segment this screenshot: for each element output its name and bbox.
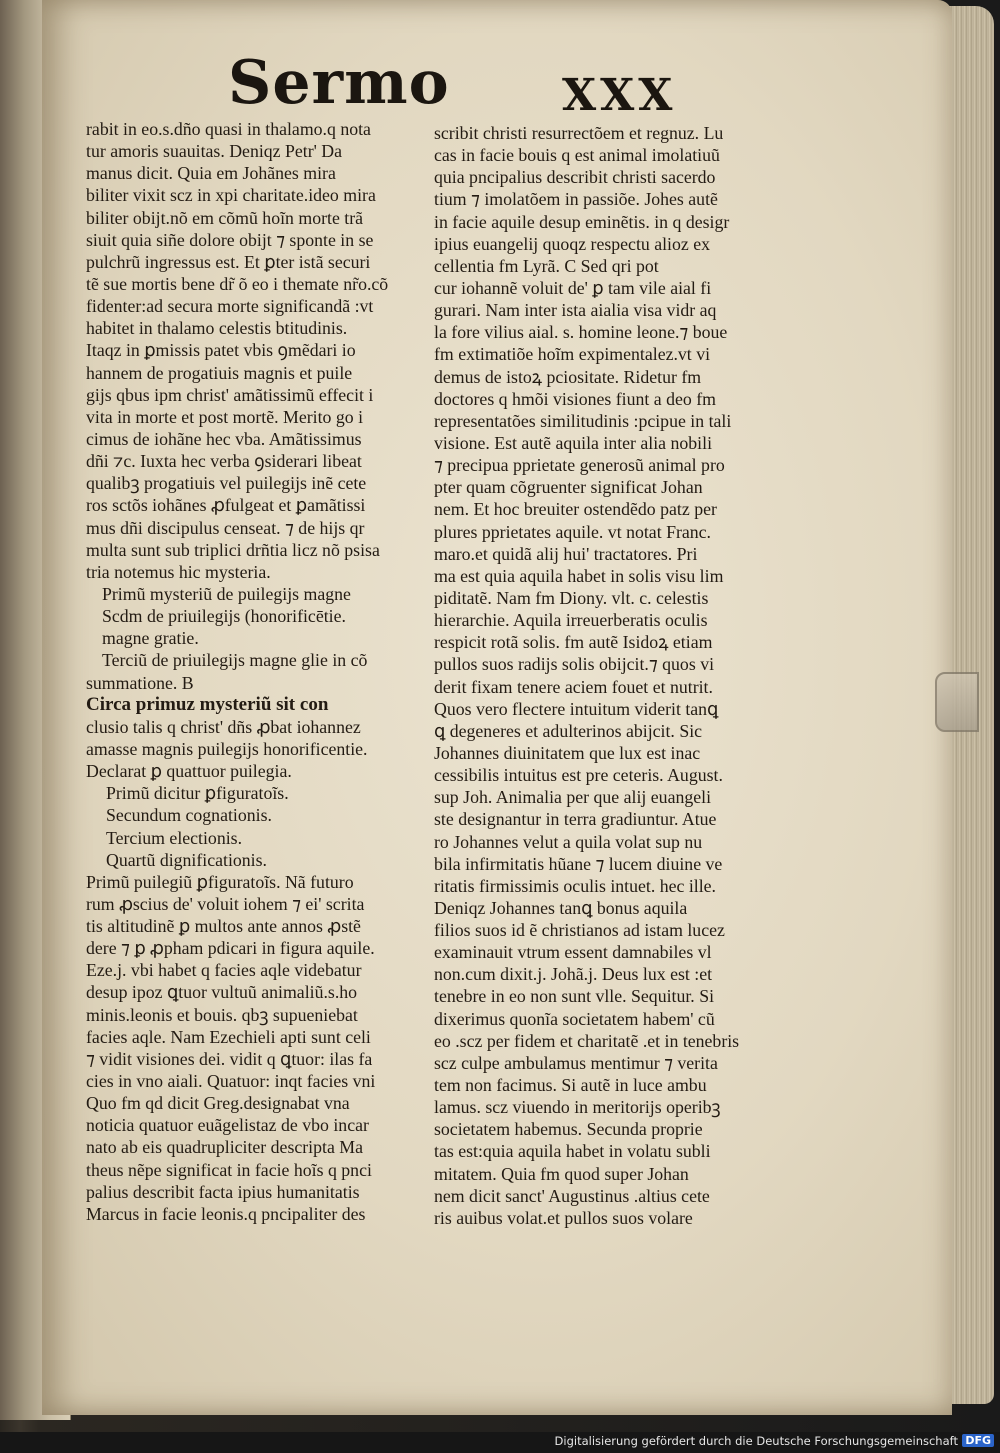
text-line: ipius euangelij quoqz respectu alioz ex bbox=[434, 233, 711, 254]
text-line: ro Johannes velut a quila volat sup nu bbox=[434, 831, 703, 852]
text-line: ꝗ degeneres et adulterinos abijcit. Sic bbox=[434, 720, 703, 741]
text-line: biliter vixit scz in xpi charitate.ideo mira bbox=[86, 185, 376, 206]
text-line: tur amoris suauitas. Deniqz Petr' Da bbox=[86, 141, 343, 162]
clasp-shadow bbox=[935, 672, 979, 732]
text-line: ste designantur in terra gradiuntur. Atue bbox=[434, 809, 717, 830]
text-line: Eze.j. vbi habet q facies aqle videbatur bbox=[86, 960, 362, 981]
text-line: habitet in thalamo celestis btitudinis. bbox=[86, 318, 348, 339]
text-line: theus nẽpe significat in facie hoĩs q pnci bbox=[86, 1159, 372, 1180]
text-line: Marcus in facie leonis.q pncipaliter des bbox=[86, 1203, 366, 1224]
text-line: ⁊ precipua pprietate generosũ animal pro bbox=[434, 455, 725, 476]
text-line: representatões similitudinis :pcipue in tali bbox=[434, 410, 732, 431]
text-line: fidenter:ad secura morte significandã :vt bbox=[86, 296, 374, 317]
text-line: Scdm de priuilegijs (honorificētie. bbox=[102, 606, 346, 627]
text-line: sup Joh. Animalia per que alij euangeli bbox=[434, 787, 712, 808]
text-line: cellentia fm Lyrã. C Sed qri pot bbox=[434, 255, 659, 276]
text-line: qualibꝫ progatiuis vel puilegijs inẽ cete bbox=[86, 473, 367, 494]
text-line: scz culpe ambulamus mentimur ⁊ verita bbox=[434, 1052, 718, 1073]
text-line: cessibilis intuitus est pre ceteris. August. bbox=[434, 765, 723, 786]
text-line: tem non facimus. Si autẽ in luce ambu bbox=[434, 1075, 707, 1096]
text-line: piditatẽ. Nam fm Diony. vlt. c. celestis bbox=[434, 587, 709, 608]
text-line: plures pprietates aquile. vt notat Franc. bbox=[434, 521, 712, 542]
footer-bar bbox=[0, 1432, 1000, 1453]
text-line: in facie aquile desup eminẽtis. in q desigr bbox=[434, 211, 730, 232]
text-line: non.cum dixit.j. Johã.j. Deus lux est :et bbox=[434, 964, 713, 985]
text-line: Primũ mysteriũ de puilegijs magne bbox=[102, 583, 351, 604]
text-line: dñi ⁊c. Iuxta hec verba ꝯsiderari libeat bbox=[86, 451, 362, 472]
text-line: derit fixam tenere aciem fouet et nutrit. bbox=[434, 676, 713, 697]
text-line: pullos suos radijs solis obijcit.⁊ quos vi bbox=[434, 654, 715, 675]
text-line: Deniqz Johannes tanꝗ bonus aquila bbox=[434, 897, 688, 918]
text-line: vita in morte et post mortẽ. Merito go i bbox=[86, 406, 364, 427]
text-line: Terciũ de priuilegijs magne glie in cõ bbox=[102, 650, 368, 671]
text-line: rabit in eo.s.dño quasi in thalamo.q nota bbox=[86, 119, 371, 139]
text-line: quia pncipalius describit christi sacerdo bbox=[434, 167, 716, 188]
text-line: hannem de progatiuis magnis et puile bbox=[86, 362, 353, 383]
dfg-logo: DFG bbox=[962, 1434, 994, 1447]
text-line: mitatem. Quia fm quod super Johan bbox=[434, 1163, 689, 1184]
text-line: Tercium electionis. bbox=[106, 827, 243, 848]
text-line: dere ⁊ ꝑ ꝓpham pdicari in figura aquile. bbox=[86, 938, 375, 959]
text-line: facies aqle. Nam Ezechieli apti sunt celi bbox=[86, 1026, 371, 1047]
text-line: tium ⁊ imolatõem in passiõe. Johes autẽ bbox=[434, 189, 718, 210]
text-line: tis altitudinẽ ꝑ multos ante annos ꝓstẽ bbox=[86, 916, 361, 937]
text-line: pulchrũ ingressus est. Et ꝑter istã securi bbox=[86, 251, 371, 272]
text-line: ris auibus volat.et pullos suos volare bbox=[434, 1207, 693, 1228]
text-line: visione. Est autẽ aquila inter alia nobili bbox=[434, 432, 713, 453]
text-line: ros sctõs iohãnes ꝓfulgeat et ꝑamãtissi bbox=[86, 495, 366, 516]
text-line: Primũ puilegiũ ꝑfiguratoĩs. Nã futuro bbox=[86, 871, 354, 892]
text-line: Circa primuz mysteriũ sit con bbox=[86, 693, 329, 715]
text-line: bila infirmitatis hũane ⁊ lucem diuine ve bbox=[434, 853, 723, 874]
folio-number: XXX bbox=[562, 70, 677, 121]
text-line: fm extimatiõe hoĩm expimentalez.vt vi bbox=[434, 344, 711, 365]
text-line: Declarat ꝑ quattuor puilegia. bbox=[86, 761, 292, 782]
text-line: multa sunt sub triplici drñtia licz nõ psisa bbox=[86, 539, 380, 560]
text-line: Quos vero flectere intuitum viderit tanꝗ bbox=[434, 698, 719, 719]
text-line: clusio talis q christ' dñs ꝓbat iohannez bbox=[86, 716, 361, 737]
text-line: hierarchie. Aquila irreuerberatis oculis bbox=[434, 610, 708, 631]
text-line: nato ab eis quadrupliciter descripta Ma bbox=[86, 1137, 363, 1158]
text-line: ma est quia aquila habet in solis visu lim bbox=[434, 565, 724, 586]
text-line: gijs qbus ipm christ' amãtissimũ effecit i bbox=[86, 384, 374, 405]
text-line: amasse magnis puilegijs honorificentie. bbox=[86, 738, 368, 759]
text-line: ⁊ vidit visiones dei. vidit q ꝗtuor: ilas fa bbox=[86, 1048, 373, 1069]
text-line: nem. Et hoc breuiter ostendẽdo patz per bbox=[434, 499, 717, 520]
footer-credit: Digitalisierung gefördert durch die Deutsche Forschungsgemeinschaft bbox=[554, 1434, 958, 1448]
text-line: siuit quia siñe dolore obijt ⁊ sponte in se bbox=[86, 229, 374, 250]
text-line: rum ꝓscius de' voluit iohem ⁊ ei' scrita bbox=[86, 893, 365, 914]
text-line: Johannes diuinitatem que lux est inac bbox=[434, 742, 701, 763]
text-line: scribit christi resurrectõem et regnuz. Lu bbox=[434, 123, 724, 143]
text-line: tria notemus hic mysteria. bbox=[86, 561, 271, 582]
text-line: Primũ dicitur ꝑfiguratoĩs. bbox=[106, 783, 289, 804]
text-line: filios suos id ẽ christianos ad istam lucez bbox=[434, 920, 725, 941]
text-line: la fore vilius aial. s. homine leone.⁊ boue bbox=[434, 322, 728, 343]
text-line: lamus. scz viuendo in meritorijs operibꝫ bbox=[434, 1097, 721, 1118]
text-column-right bbox=[434, 122, 786, 1229]
text-line: gurari. Nam inter ista aialia visa vidr aq bbox=[434, 300, 717, 321]
text-line: examinauit vtrum essent damnabiles vl bbox=[434, 942, 712, 963]
text-line: magne gratie. bbox=[102, 628, 199, 649]
text-line: maro.et quidã alij hui' tractatores. Pri bbox=[434, 543, 698, 564]
text-line: palius describit facta ipius humanitatis bbox=[86, 1181, 360, 1202]
text-line: cimus de iohãne hec vba. Amãtissimus bbox=[86, 428, 362, 449]
text-line: noticia quatuor euãgelistaz de vbo incar bbox=[86, 1115, 369, 1136]
text-line: cas in facie bouis q est animal imolatiuũ bbox=[434, 145, 720, 166]
text-line: Secundum cognationis. bbox=[106, 805, 272, 826]
text-line: respicit rotã solis. fm autẽ Isidoꝝ etiam bbox=[434, 632, 713, 653]
text-line: Quo fm qd dicit Greg.designabat vna bbox=[86, 1093, 350, 1114]
text-line: demus de istoꝝ pciositate. Ridetur fm bbox=[434, 366, 702, 387]
text-line: mus dñi discipulus censeat. ⁊ de hijs qr bbox=[86, 517, 365, 538]
text-line: cies in vno aiali. Quatuor: inqt facies vni bbox=[86, 1071, 376, 1092]
text-line: eo .scz per fidem et charitatẽ .et in tenebris bbox=[434, 1030, 740, 1051]
text-line: summatione. B bbox=[86, 672, 194, 693]
text-line: societatem habemus. Secunda proprie bbox=[434, 1119, 703, 1140]
text-line: doctores q hmõi visiones fiunt a deo fm bbox=[434, 388, 716, 409]
text-column-left bbox=[86, 118, 431, 1225]
text-line: pter quam cõgruenter significat Johan bbox=[434, 477, 703, 498]
text-line: Quartũ dignificationis. bbox=[106, 849, 267, 870]
text-line: dixerimus quonĩa societatem habem' cũ bbox=[434, 1008, 715, 1029]
text-line: biliter obijt.nõ em cõmũ hoĩn morte trã bbox=[86, 207, 364, 228]
text-line: cur iohannẽ voluit de' ꝑ tam vile aial fi bbox=[434, 277, 712, 298]
text-line: desup ipoz ꝗtuor vultuũ animaliũ.s.ho bbox=[86, 982, 358, 1003]
text-line: manus dicit. Quia em Johãnes mira bbox=[86, 163, 336, 184]
text-line: tẽ sue mortis bene dr̃ õ eo i themate nr̃o.cõ bbox=[86, 273, 389, 294]
text-line: minis.leonis et bouis. qbꝫ supueniebat bbox=[86, 1004, 358, 1025]
text-line: nem dicit sanct' Augustinus .altius cete bbox=[434, 1185, 710, 1206]
text-line: Itaqz in ꝑmissis patet vbis ꝯmẽdari io bbox=[86, 340, 356, 361]
running-title: Sermo bbox=[228, 48, 450, 118]
text-line: tas est:quia aquila habet in volatu subli bbox=[434, 1141, 711, 1162]
text-line: tenebre in eo non sunt vlle. Sequitur. Si bbox=[434, 986, 715, 1007]
text-line: ritatis firmissimis oculis intuet. hec ille. bbox=[434, 875, 716, 896]
